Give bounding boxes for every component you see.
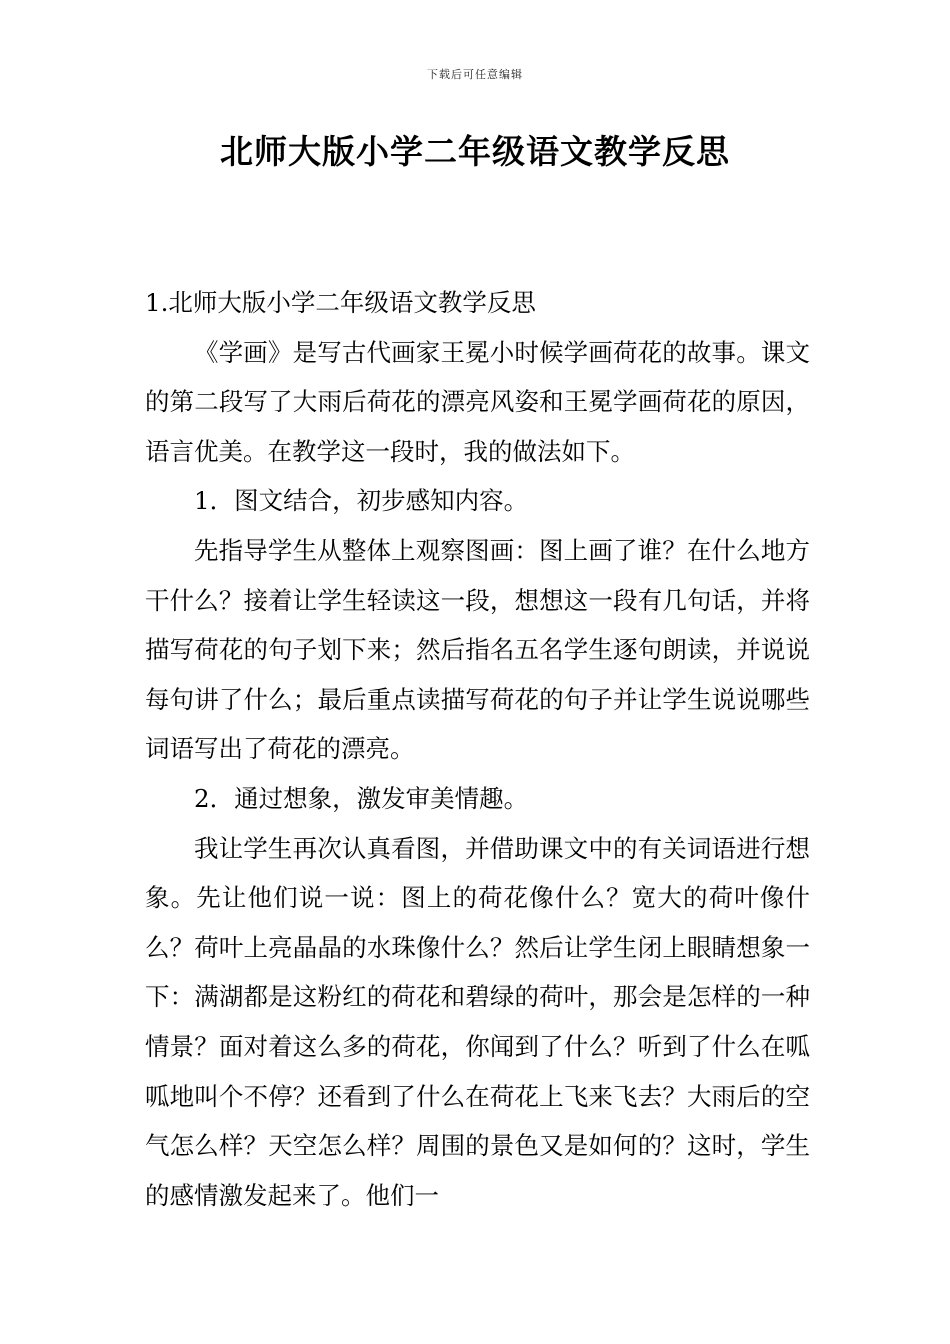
document-body	[145, 278, 810, 1220]
paragraph: 2．通过想象，激发审美情趣。	[194, 783, 529, 813]
paragraph: 1．图文结合，初步感知内容。	[194, 486, 529, 516]
paragraph: 《学画》是写古代画家王冕小时候学画荷花的故事。课文的第二段写了大雨后荷花的漂亮风姿和王冕学画荷花的原因，语言优美。在教学这一段时，我的做法如下。	[145, 337, 810, 466]
paragraph: 我让学生再次认真看图，并借助课文中的有关词语进行想象。先让他们说一说：图上的荷花像什么？宽大的荷叶像什么？荷叶上亮晶晶的水珠像什么？然后让学生闭上眼睛想象一下：满湖都是这粉红的荷花和碧绿的荷叶，那会是怎样的一种情景？面对着这么多的荷花，你闻到了什么？听到了什么在呱呱地叫个不停？还看到了什么在荷花上飞来飞去？大雨后的空气怎么样？天空怎么样？周围的景色又是如何的？这时，学生的感情激发起来了。他们一	[145, 833, 810, 1210]
header-note: 下载后可任意编辑	[427, 68, 523, 81]
paragraph: 先指导学生从整体上观察图画：图上画了谁？在什么地方干什么？接着让学生轻读这一段，想想这一段有几句话，并将描写荷花的句子划下来；然后指名五名学生逐句朗读，并说说每句讲了什么；最后重点读描写荷花的句子并让学生说说哪些词语写出了荷花的漂亮。	[145, 535, 810, 764]
document-title: 北师大版小学二年级语文教学反思	[220, 132, 730, 171]
section-heading: 1.北师大版小学二年级语文教学反思	[145, 288, 536, 317]
